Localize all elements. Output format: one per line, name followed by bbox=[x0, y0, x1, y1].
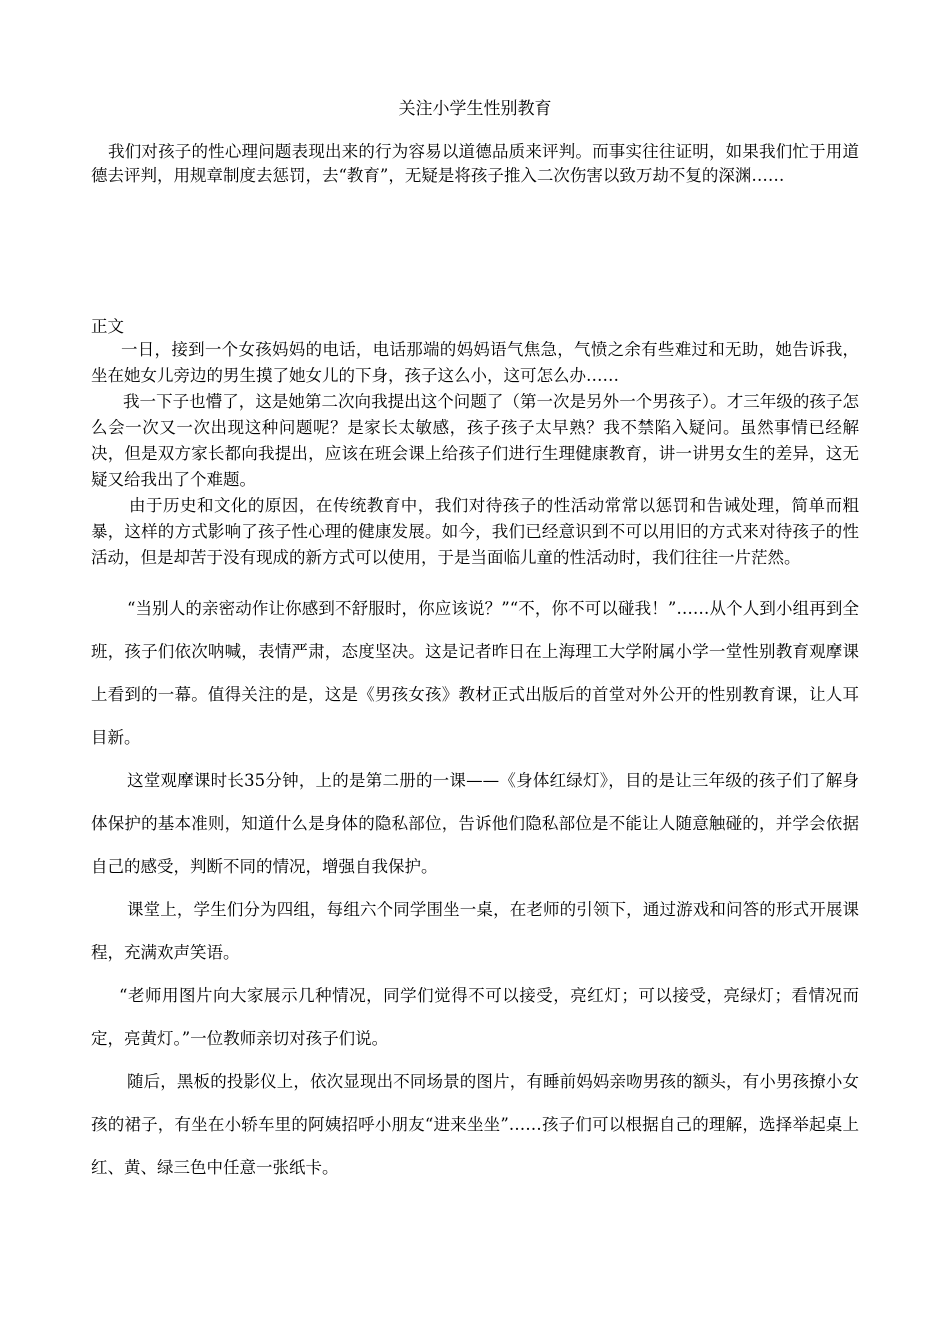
body-paragraph: 一日，接到一个女孩妈妈的电话，电话那端的妈妈语气焦急，气愤之余有些难过和无助，她告诉我，坐在她女儿旁边的男生摸了她女儿的下身，孩子这么小，这可怎么办…… bbox=[91, 340, 859, 385]
body-paragraph: 由于历史和文化的原因，在传统教育中，我们对待孩子的性活动常常以惩罚和告诫处理，简单而粗暴，这样的方式影响了孩子性心理的健康发展。如今，我们已经意识到不可以用旧的方式来对待孩子的性活动，但是却苦于没有现成的新方式可以使用，于是当面临儿童的性活动时，我们往往一片茫然。 bbox=[91, 496, 859, 567]
intro-paragraph: 我们对孩子的性心理问题表现出来的行为容易以道德品质来评判。而事实往往证明，如果我们忙于用道德去评判，用规章制度去惩罚，去“教育”，无疑是将孩子推入二次伤害以致万劫不复的深渊…… bbox=[91, 142, 859, 185]
body-paragraph: “当别人的亲密动作让你感到不舒服时，你应该说？”“不，你不可以碰我！”……从个人到小组再到全班，孩子们依次呐喊，表情严肃，态度坚决。这是记者昨日在上海理工大学附属小学一堂性别教育观摩课上看到的一幕。值得关注的是，这是《男孩女孩》教材正式出版后的首堂对外公开的性别教育课，让人耳目新。 bbox=[91, 599, 859, 747]
body-paragraph: 我一下子也懵了，这是她第二次向我提出这个问题了（第一次是另外一个男孩子）。才三年级的孩子怎么会一次又一次出现这种问题呢？是家长太敏感，孩子孩子太早熟？我不禁陷入疑问。虽然事情已经解决，但是双方家长都向我提出，应该在班会课上给孩子们进行生理健康教育，讲一讲男女生的差异，这无疑又给我出了个难题。 bbox=[91, 392, 859, 489]
body-paragraph: 课堂上，学生们分为四组，每组六个同学围坐一桌，在老师的引领下，通过游戏和问答的形式开展课程，充满欢声笑语。 bbox=[91, 900, 859, 962]
body-paragraph: 这堂观摩课时长35分钟，上的是第二册的一课——《身体红绿灯》，目的是让三年级的孩子们了解身体保护的基本准则，知道什么是身体的隐私部位，告诉他们隐私部位是不能让人随意触碰的，并学会依据自己的感受，判断不同的情况，增强自我保护。 bbox=[91, 771, 859, 876]
body-paragraph: “老师用图片向大家展示几种情况，同学们觉得不可以接受，亮红灯；可以接受，亮绿灯；看情况而定，亮黄灯。”一位教师亲切对孩子们说。 bbox=[91, 986, 859, 1048]
section-heading: 正文 bbox=[91, 317, 124, 336]
body-tight-section bbox=[91, 337, 859, 571]
body-paragraph: 随后，黑板的投影仪上，依次显现出不同场景的图片，有睡前妈妈亲吻男孩的额头，有小男孩撩小女孩的裙子，有坐在小轿车里的阿姨招呼小朋友“进来坐坐”……孩子们可以根据自己的理解，选择举起桌上红、黄、绿三色中任意一张纸卡。 bbox=[91, 1072, 859, 1177]
body-wide-section bbox=[91, 587, 859, 1189]
document-title: 关注小学生性别教育 bbox=[398, 99, 552, 119]
